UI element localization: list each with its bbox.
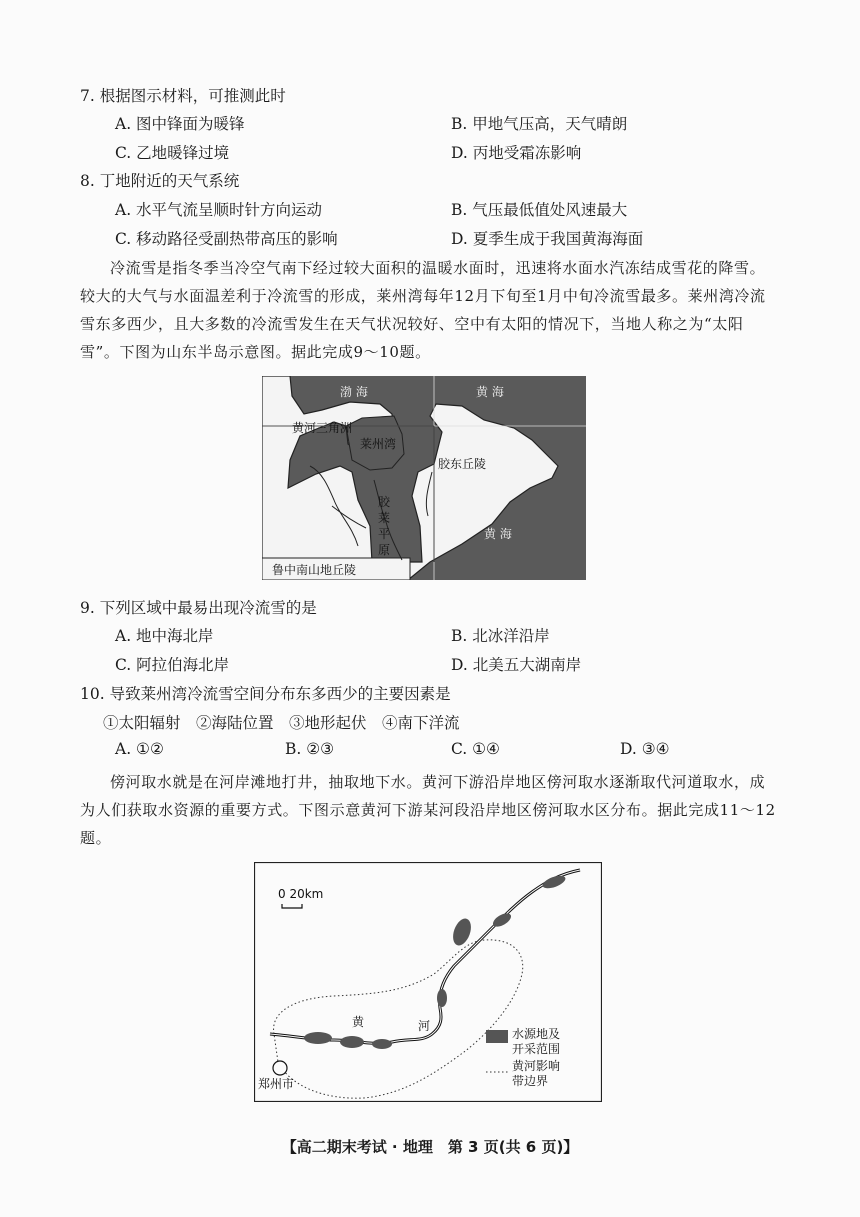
label-huang: 黄: [352, 1015, 365, 1029]
q10-option-d[interactable]: D. ③④: [620, 740, 670, 758]
label-plain-1: 胶: [378, 495, 391, 509]
q8-option-b[interactable]: B. 气压最低值处风速最大: [451, 201, 628, 219]
q9-option-a[interactable]: A. 地中海北岸: [115, 627, 214, 645]
water-source-area: [340, 1036, 364, 1048]
label-he: 河: [418, 1019, 431, 1033]
label-plain-4: 原: [378, 543, 391, 557]
q7-option-d[interactable]: D. 丙地受霜冻影响: [451, 144, 582, 162]
q8-option-d[interactable]: D. 夏季生成于我国黄海海面: [451, 230, 644, 248]
shandong-map-svg: [262, 376, 586, 580]
q10-option-a[interactable]: A. ①②: [115, 740, 164, 758]
scale-label: 0 20km: [278, 887, 324, 901]
passage-cold-stream-snow: [80, 254, 780, 366]
water-source-area: [437, 989, 447, 1007]
q8-option-c[interactable]: C. 移动路径受副热带高压的影响: [115, 230, 338, 248]
legend-water-source-label-2: 开采范围: [512, 1042, 561, 1056]
label-zhengzhou: 郑州市: [258, 1077, 295, 1091]
label-luzhong-hills: 鲁中南山地丘陵: [272, 563, 357, 577]
q10-items: ①太阳辐射 ②海陆位置 ③地形起伏 ④南下洋流: [103, 714, 460, 732]
q7-option-a[interactable]: A. 图中锋面为暖锋: [115, 115, 245, 133]
legend-boundary-label-2: 带边界: [512, 1074, 549, 1088]
label-jiaodong-hills: 胶东丘陵: [438, 457, 487, 471]
label-bohai: 渤 海: [340, 385, 368, 399]
yellow-river-map-svg: [254, 862, 602, 1102]
q9-option-c[interactable]: C. 阿拉伯海北岸: [115, 656, 230, 674]
q9-stem: 9. 下列区域中最易出现冷流雪的是: [80, 599, 317, 617]
q8-stem: 8. 丁地附近的天气系统: [80, 172, 240, 190]
q7-option-b[interactable]: B. 甲地气压高，天气晴朗: [451, 115, 628, 133]
water-source-area: [304, 1032, 332, 1044]
passage-1-text: 冷流雪是指冬季当冷空气南下经过较大面积的温暖水面时，迅速将水面水汽冻结成雪花的降雪。较大的大气与水面温差利于冷流雪的形成，莱州湾每年12月下旬至1月中旬冷流雪最多。莱州湾冷流雪东多西少，且大多数的冷流雪发生在天气状况较好、空中有太阳的情况下，当地人称之为“太阳雪”。下图为山东半岛示意图。据此完成9～10题。: [80, 259, 766, 361]
q10-option-b[interactable]: B. ②③: [285, 740, 335, 758]
q9-option-b[interactable]: B. 北冰洋沿岸: [451, 627, 550, 645]
q7-stem: 7. 根据图示材料，可推测此时: [80, 87, 286, 105]
yellow-river-map: [254, 862, 602, 1102]
label-yellow-river-delta: 黄河三角洲: [292, 421, 353, 435]
water-source-area: [372, 1039, 392, 1049]
label-huanghai-bottom: 黄 海: [484, 527, 512, 541]
legend-water-source-swatch: [486, 1030, 508, 1043]
q8-option-a[interactable]: A. 水平气流呈顺时针方向运动: [115, 201, 323, 219]
label-plain-3: 平: [378, 527, 391, 541]
q7-option-c[interactable]: C. 乙地暖锋过境: [115, 144, 230, 162]
zhengzhou-city-marker: [273, 1061, 287, 1075]
passage-2-text: 傍河取水就是在河岸滩地打井，抽取地下水。黄河下游沿岸地区傍河取水逐渐取代河道取水，成为人们获取水资源的重要方式。下图示意黄河下游某河段沿岸地区傍河取水区分布。据此完成11～12题。: [80, 773, 776, 847]
shandong-peninsula-map: [262, 376, 586, 580]
label-laizhou-bay: 莱州湾: [360, 437, 397, 451]
label-huanghai-top: 黄 海: [476, 385, 504, 399]
q9-option-d[interactable]: D. 北美五大湖南岸: [451, 656, 582, 674]
q10-option-c[interactable]: C. ①④: [451, 740, 500, 758]
page-footer: 【高二期末考试 · 地理 第 3 页(共 6 页)】: [281, 1138, 579, 1156]
legend-boundary-label-1: 黄河影响: [512, 1059, 561, 1073]
label-plain-2: 莱: [378, 511, 391, 525]
passage-riverside-water: [80, 768, 780, 852]
q10-stem: 10. 导致莱州湾冷流雪空间分布东多西少的主要因素是: [80, 685, 451, 703]
legend-water-source-label-1: 水源地及: [512, 1027, 561, 1041]
